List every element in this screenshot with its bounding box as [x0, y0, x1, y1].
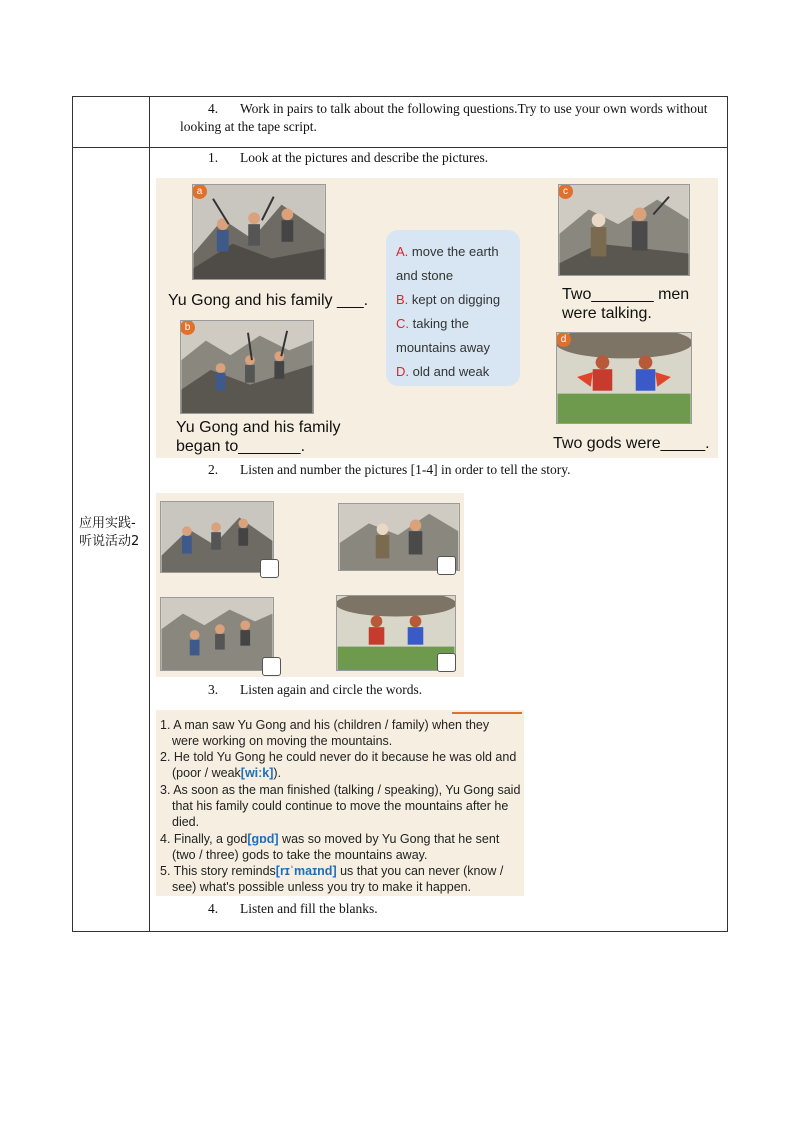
caption-d: Two gods were_____.	[553, 435, 710, 452]
picture-panel	[156, 178, 718, 458]
number-box-1[interactable]	[260, 559, 279, 578]
family-digging-image	[161, 598, 273, 670]
sentence-4-line1: 4. Finally, a god[ɡɒd] was so moved by Yu Gong that he sent	[160, 832, 500, 846]
task2-text: Listen and number the pictures [1-4] in order to tell the story.	[240, 462, 571, 477]
task3-text: Listen again and circle the words.	[240, 682, 423, 697]
family-digging-image	[181, 321, 313, 413]
digging-scene-image	[161, 502, 273, 572]
number-picture-3	[160, 597, 274, 671]
sentence-1-line2: were working on moving the mountains.	[172, 734, 393, 748]
column-divider	[149, 97, 150, 931]
picture-b-badge: b	[180, 320, 195, 335]
number-box-3[interactable]	[262, 657, 281, 676]
sentence-3-line3: died.	[172, 815, 200, 829]
sentence-5-line1: 5. This story reminds[rɪˈmaɪnd] us that you can never (know /	[160, 864, 504, 878]
number-box-2[interactable]	[437, 556, 456, 575]
task1-text: Look at the pictures and describe the pictures.	[240, 150, 489, 165]
task4-text: Listen and fill the blanks.	[240, 901, 378, 916]
sentence-3-line2: that his family could continue to move the mountains after he	[172, 799, 509, 813]
option-c-letter: C.	[396, 316, 409, 331]
two-men-talking-image	[559, 185, 689, 275]
option-a-line2: and stone	[396, 268, 454, 283]
sentence-2-line1: 2. He told Yu Gong he could never do it because he was old and	[160, 750, 517, 764]
picture-c-badge: c	[558, 184, 573, 199]
picture-c	[558, 184, 690, 276]
option-b-line1: kept on digging	[411, 292, 501, 307]
caption-b-line2: began to_______.	[176, 438, 306, 455]
option-c-line2: mountains away	[396, 340, 490, 355]
caption-c-line1: Two_______ men	[562, 286, 690, 303]
sentence-3-line1: 3. As soon as the man finished (talking / speaking), Yu Gong said	[160, 783, 521, 797]
phonetic-weak: [wiːk]	[240, 766, 274, 780]
row1-text-line1: Work in pairs to talk about the following questions.Try to use your own words without	[240, 101, 708, 116]
option-a-line1: move the earth	[411, 244, 499, 259]
option-a-letter: A.	[396, 244, 409, 259]
option-d-letter: D.	[396, 364, 409, 379]
picture-a	[192, 184, 326, 280]
number-box-4[interactable]	[437, 653, 456, 672]
phonetic-god: [ɡɒd]	[247, 832, 279, 846]
option-c-line1: taking the	[412, 316, 469, 331]
sentence-5-line2: see) what's possible unless you try to make it happen.	[172, 880, 472, 894]
task3-number: 3.	[208, 682, 219, 697]
sentence-4-line2: (two / three) gods to take the mountains away.	[172, 848, 428, 862]
task1-number: 1.	[208, 150, 219, 165]
option-b-letter: B.	[396, 292, 409, 307]
options-box	[386, 230, 520, 386]
panel-accent-line	[452, 712, 522, 714]
activity-label: 应用实践-听说活动2	[79, 516, 140, 549]
picture-d-badge: d	[556, 332, 571, 347]
phonetic-remind: [rɪˈmaɪnd]	[275, 864, 337, 878]
sentence-2-line2: (poor / weak[wiːk]).	[172, 766, 282, 780]
task2-number: 2.	[208, 462, 219, 477]
row1-text-line2: looking at the tape script.	[180, 119, 317, 134]
row-divider	[73, 147, 727, 148]
digging-scene-image	[193, 185, 325, 279]
gods-carrying-mountain-image	[557, 333, 691, 423]
option-d-line1: old and weak	[412, 364, 490, 379]
caption-c-line2: were talking.	[562, 305, 652, 322]
caption-b-line1: Yu Gong and his family	[176, 419, 341, 436]
sentence-1-line1: 1. A man saw Yu Gong and his (children / family) when they	[160, 718, 490, 732]
numbering-panel	[156, 493, 464, 677]
task4-number: 4.	[208, 901, 219, 916]
sentence-panel	[156, 710, 524, 896]
picture-b	[180, 320, 314, 414]
picture-d	[556, 332, 692, 424]
caption-a: Yu Gong and his family ___.	[168, 292, 369, 309]
picture-a-badge: a	[192, 184, 207, 199]
row1-number: 4.	[208, 101, 219, 116]
number-picture-1	[160, 501, 274, 573]
